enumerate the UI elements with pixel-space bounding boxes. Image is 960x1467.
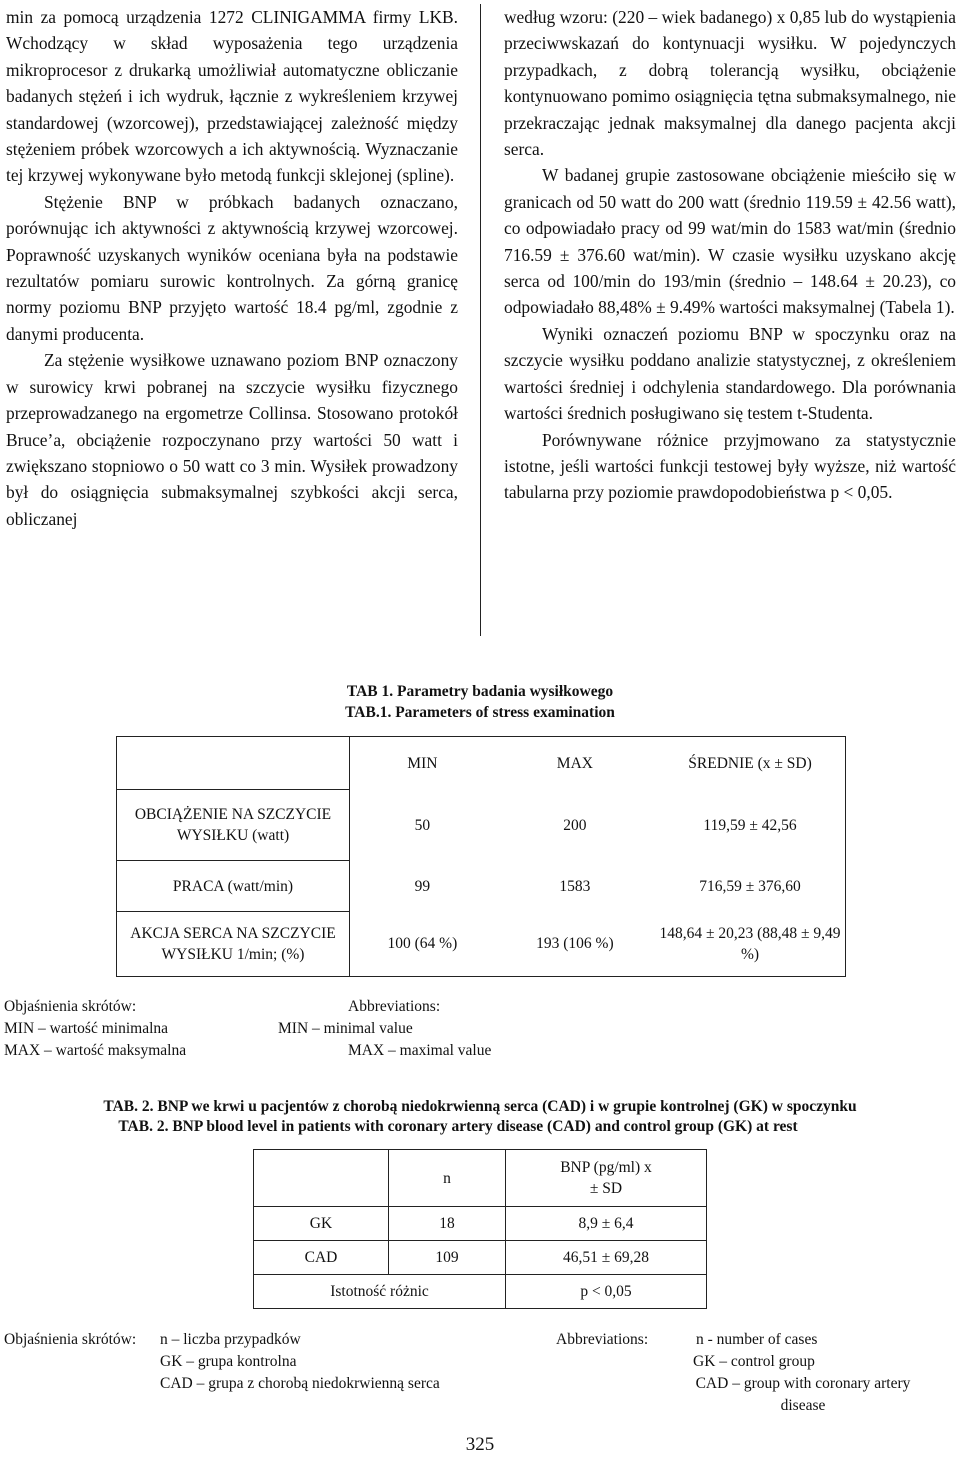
paragraph: Porównywane różnice przyjmowano za statystycznie istotne, jeśli wartości funkcji testowej były wyższe, niż wartość tabularna przy poziomie prawdopodobieństwa p < 0,05. — [504, 429, 956, 503]
table1-note-en-title: Abbreviations: — [348, 998, 441, 1015]
paragraph: Wyniki oznaczeń poziomu BNP w spoczynku oraz na szczycie wysiłku poddano analizie statystycznej, z określeniem wartości średniej i odchylenia standardowego. Dla porównania wartości średnich posługiwano się testem t-Studenta. — [504, 323, 956, 424]
cell-group: GK — [254, 1207, 389, 1241]
cell-mean: 119,59 ± 42,56 — [703, 816, 797, 834]
cell-max: 193 (106 %) — [536, 935, 614, 953]
table1-note-pl-max: MAX – wartość maksymalna — [4, 1042, 187, 1059]
cell-n: 109 — [389, 1241, 506, 1275]
table2-caption-pl: TAB. 2. BNP we krwi u pacjentów z chorobą niedokrwienną serca (CAD) i w grupie kontrolnej (GK) w spoczynku — [103, 1098, 857, 1115]
table2-note-en-gk: GK – control group — [693, 1353, 815, 1370]
table2-caption-en: TAB. 2. BNP blood level in patients with coronary artery disease (CAD) and control group (GK) at rest — [118, 1118, 798, 1135]
table-corner-cell — [117, 737, 350, 790]
paragraph: min za pomocą urządzenia 1272 CLINIGAMMA firmy LKB. Wchodzący w skład wyposażenia tego urządzenia mikroprocesor z drukarką umożliwiał automatyczne obliczanie badanych stężeń i ich wydruk, łącznie z wykreśleniem krzywej standardowej (wzorcowej), przedstawiającej zależność między stężeniem próbek wzorcowych a ich aktywnością. Wyznaczanie tej krzywej wykonywane było metodą funkcji sklejonej (spline). — [6, 7, 458, 186]
cell-max: 200 — [563, 816, 587, 834]
table2-note-pl-n: n – liczba przypadków — [160, 1331, 301, 1348]
header-n: n — [389, 1150, 506, 1207]
header-mean: ŚREDNIE (x ± SD) — [688, 754, 812, 772]
table2-note-pl-title: Objaśnienia skrótów: — [4, 1331, 137, 1348]
paragraph: według wzoru: (220 – wiek badanego) x 0,85 lub do wystąpienia przeciwwskazań do kontynuacji wysiłku. W pojedynczych przypadkach, z dobrą tolerancją wysiłku, obciążenie kontynuowano pomimo osiągnięcia tętna submaksymalnego, nie przekraczając jednak maksymalnej dla danego pacjenta akcji serca. — [504, 7, 956, 160]
table1-caption-pl: TAB 1. Parametry badania wysiłkowego — [346, 683, 614, 700]
table2-note-pl-cad: CAD – grupa z chorobą niedokrwienną serca — [160, 1375, 440, 1392]
table2-note-en-title: Abbreviations: — [556, 1331, 649, 1348]
table2-note-en-cad: CAD – group with coronary artery disease — [695, 1375, 911, 1414]
left-text-column — [6, 4, 458, 532]
table1-note-pl-title: Objaśnienia skrótów: — [4, 998, 137, 1015]
cell-bnp: 8,9 ± 6,4 — [506, 1207, 707, 1241]
column-divider — [480, 4, 481, 636]
paragraph: W badanej grupie zastosowane obciążenie mieściło się w granicach od 50 watt do 200 watt (średnio 119.59 ± 42.56 watt), co odpowiadało pracy od 99 wat/min do 1583 wat/min (średnio 716.59 ± 376.60 wat/min). W czasie wysiłku uzyskano akcję serca od 100/min do 193/min (średnio – 148.64 ± 20.23), co odpowiadało 88,48% ± 9.49% wartości maksymalnej (Tabela 1). — [504, 165, 956, 318]
header-min: MIN — [407, 754, 438, 772]
right-text-column — [504, 4, 956, 506]
table-header-row — [117, 737, 846, 790]
table-row — [254, 1241, 707, 1275]
paragraph: Stężenie BNP w próbkach badanych oznaczano, porównując ich aktywności z aktywnością krzywej wzorcowej. Poprawność uzyskanych wyników oceniana była na podstawie rezultatów pomiaru surowic kontrolnych. Za górną granicę normy poziomu BNP przyjęto wartość 18.4 pg/ml, zgodnie z danymi producenta. — [6, 191, 458, 344]
row-label: AKCJA SERCA NA SZCZYCIE WYSIŁKU 1/min; (%) — [117, 912, 350, 977]
page-number: 325 — [465, 1434, 495, 1455]
cell-min: 100 (64 %) — [387, 935, 458, 953]
row-label: OBCIĄŻENIE NA SZCZYCIE WYSIŁKU (watt) — [117, 790, 350, 861]
table-row — [117, 912, 846, 977]
table2-note-pl-gk: GK – grupa kontrolna — [160, 1353, 297, 1370]
table1 — [116, 736, 846, 977]
cell-n: 18 — [389, 1207, 506, 1241]
cell-max: 1583 — [559, 877, 591, 895]
header-max: MAX — [556, 754, 593, 772]
cell-group: CAD — [254, 1241, 389, 1275]
table2 — [253, 1149, 707, 1309]
table1-note-en-max: MAX – maximal value — [348, 1042, 492, 1059]
table-row — [117, 790, 846, 861]
table-row — [117, 861, 846, 912]
table2-note-en-n: n - number of cases — [696, 1331, 818, 1348]
table1-note-en-min: MIN – minimal value — [278, 1020, 413, 1037]
row-label: PRACA (watt/min) — [117, 861, 350, 912]
paragraph: Za stężenie wysiłkowe uznawano poziom BNP oznaczony w surowicy krwi pobranej na szczycie wysiłku fizycznego przeprowadzanego na ergometrze Collinsa. Stosowano protokół Bruce’a, obciążenie rozpoczynano przy wartości 50 watt i zwiększano stopniowo o 50 watt co 3 min. Wysiłek prowadzony był do osiągnięcia submaksymalnej szybkości akcji serca, obliczanej — [6, 350, 458, 529]
cell-min: 50 — [414, 816, 431, 834]
header-bnp: BNP (pg/ml) x ± SD — [506, 1150, 707, 1207]
cell-min: 99 — [414, 877, 431, 895]
table-corner-cell — [254, 1150, 389, 1207]
cell-mean: 148,64 ± 20,23 (88,48 ± 9,49 %) — [659, 924, 841, 963]
table-row — [254, 1275, 707, 1309]
significance-value: p < 0,05 — [506, 1275, 707, 1309]
table-header-row — [254, 1150, 707, 1207]
significance-label: Istotność różnic — [254, 1275, 506, 1309]
cell-bnp: 46,51 ± 69,28 — [506, 1241, 707, 1275]
cell-mean: 716,59 ± 376,60 — [699, 877, 801, 895]
table1-note-pl-min: MIN – wartość minimalna — [4, 1020, 169, 1037]
table1-caption-en: TAB.1. Parameters of stress examination — [345, 704, 615, 721]
table-row — [254, 1207, 707, 1241]
